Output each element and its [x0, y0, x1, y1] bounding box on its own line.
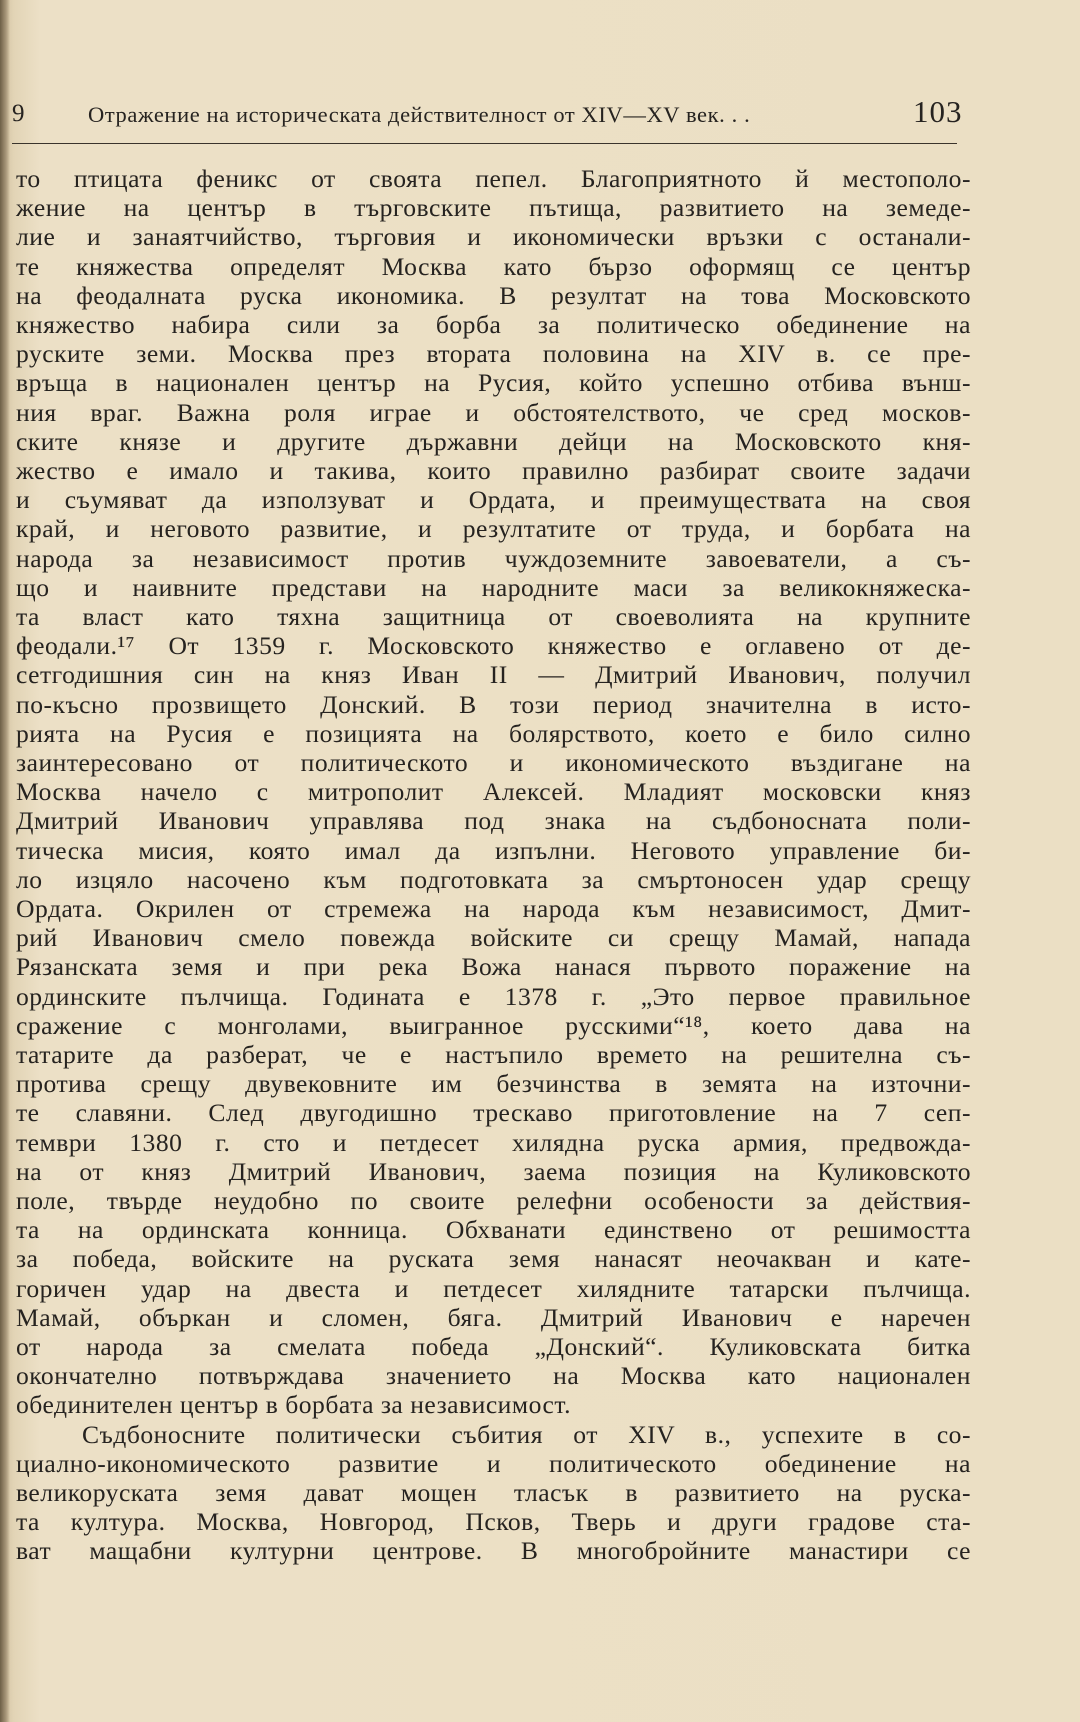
- header-rule: [12, 143, 957, 144]
- text-line: великоруската земя дават мощен тласък в развитието на руска-: [16, 1478, 971, 1507]
- text-line: по-късно прозвището Донский. В този период значителна в исто-: [16, 689, 971, 719]
- text-line: народа за независимост против чуждоземните завоеватели, а съ-: [16, 543, 971, 573]
- text-line: княжество набира сили за борба за политическо обединение на: [16, 310, 971, 339]
- text-line: и съумяват да използуват и Ордата, и преимуществата на своя: [16, 485, 971, 515]
- text-line: сетгодишния син на княз Иван II — Дмитрий Иванович, получил: [16, 660, 971, 690]
- text-line: от народа за смелата победа „Донский“. Куликовската битка: [16, 1332, 971, 1361]
- text-line: руските земи. Москва през втората половина на XIV в. се пре-: [16, 339, 971, 369]
- text-line: жение на център в търговските пътища, развитието на земеде-: [16, 193, 971, 223]
- text-line: протива срещу двувековните им безчинства в земята на източни-: [16, 1069, 971, 1099]
- running-header: [0, 92, 1080, 142]
- text-line: рий Иванович смело повежда войските си срещу Мамай, напада: [16, 923, 971, 953]
- text-line: тическа мисия, която имал да изпълни. Неговото управление би-: [16, 835, 971, 865]
- text-line: Дмитрий Иванович управлява под знака на съдбоносната поли-: [16, 806, 971, 836]
- text-line: обединителен център в борбата за независимост.: [16, 1390, 572, 1420]
- text-line: ординските пълчища. Годината е 1378 г. „Это первое правильное: [16, 981, 971, 1011]
- chapter-number: 9: [12, 100, 25, 127]
- text-line: циално-икономическото развитие и политическото обединение на: [16, 1448, 971, 1478]
- text-line: край, и неговото развитие, и резултатите от труда, и борбата на: [16, 514, 971, 544]
- text-line: те славяни. След двугодишно трескаво приготовление на 7 сеп-: [16, 1098, 971, 1128]
- text-line: та власт като тяхна защитница от своеволията на крупните: [16, 602, 971, 631]
- text-line: та култура. Москва, Новгород, Псков, Тверь и други градове ста-: [16, 1507, 971, 1537]
- text-line: те княжества определят Москва като бързо оформящ се център: [16, 251, 971, 281]
- page-binding-edge: [0, 0, 10, 1722]
- text-line: ските князе и другите държавни дейци на Московското кня-: [16, 426, 971, 456]
- text-line: тември 1380 г. сто и петдесет хилядна руска армия, предвожда-: [16, 1127, 971, 1157]
- text-line: на от княз Дмитрий Иванович, заема позиция на Куликовското: [16, 1156, 971, 1186]
- text-line: ния враг. Важна роля играе и обстоятелството, че сред москов-: [16, 397, 971, 427]
- text-line: сражение с монголами, выигранное русскими“¹⁸, което дава на: [16, 1010, 971, 1040]
- text-line: ло изцяло насочено към подготовката за смъртоносен удар срещу: [16, 864, 971, 894]
- text-line: лие и занаятчийство, търговия и икономически връзки с останали-: [16, 222, 971, 252]
- text-line: Съдбоносните политически събития от XIV в., успехите в со-: [82, 1419, 971, 1449]
- text-line: та на ординската конница. Обхванати единствено от решимостта: [16, 1215, 971, 1245]
- page-number: 103: [913, 94, 963, 129]
- text-line: татарите да разберат, че е настъпило времето на решителна съ-: [16, 1040, 971, 1069]
- text-line: феодали.¹⁷ От 1359 г. Московското княжество е оглавено от де-: [16, 631, 971, 661]
- text-line: връща в национален център на Русия, който успешно отбива външ-: [16, 368, 971, 398]
- text-line: на феодалната руска икономика. В резултат на това Московското: [16, 280, 971, 310]
- text-line: Ордата. Окрилен от стремежа на народа към независимост, Дмит-: [16, 894, 971, 923]
- text-line: рията на Русия е позицията на болярството, което е било силно: [16, 718, 971, 748]
- text-line: Рязанската земя и при река Вожа нанася първото поражение на: [16, 952, 971, 982]
- text-line: поле, твърде неудобно по своите релефни особености за действия-: [16, 1186, 971, 1215]
- text-line: ват мащабни културни центрове. В многобройните манастири се: [16, 1536, 971, 1566]
- text-line: Москва начело с митрополит Алексей. Младият московски княз: [16, 777, 971, 807]
- text-line: то птицата феникс от своята пепел. Благоприятното й местополо-: [16, 164, 971, 193]
- running-title: Отражение на историческата действителност от XIV—XV век. . .: [88, 102, 751, 127]
- text-line: жество е имало и такива, които правилно разбират своите задачи: [16, 456, 971, 485]
- text-line: заинтересовано от политическото и икономическото въздигане на: [16, 748, 971, 777]
- text-line: за победа, войските на руската земя нанасят неочакван и кате-: [16, 1244, 971, 1274]
- text-line: Мамай, объркан и сломен, бяга. Дмитрий Иванович е наречен: [16, 1302, 971, 1332]
- text-line: горичен удар на двеста и петдесет хилядните татарски пълчища.: [16, 1273, 971, 1303]
- text-line: що и наивните представи на народните маси за великокняжеска-: [16, 572, 971, 602]
- text-line: окончателно потвърждава значението на Москва като национален: [16, 1361, 971, 1391]
